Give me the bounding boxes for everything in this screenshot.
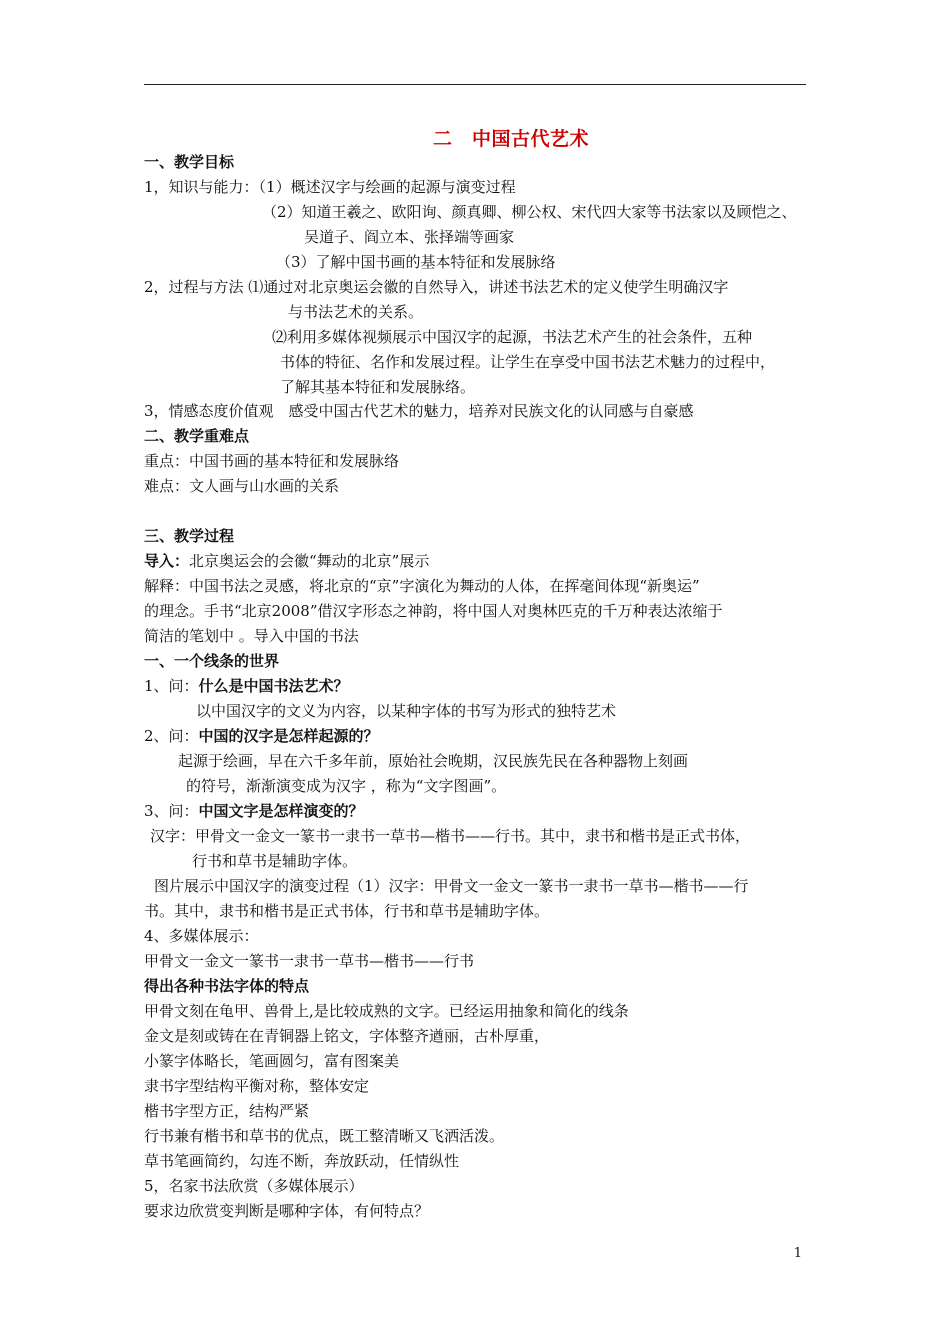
text-line: 草书笔画简约，勾连不断，奔放跃动，任情纵性 [144, 1152, 460, 1170]
text-line: 要求边欣赏变判断是哪种字体，有何特点？ [144, 1202, 430, 1220]
text-line: 的符号，渐渐演变成为汉字 ，称为“文字图画”。 [186, 777, 507, 795]
text-line [144, 726, 379, 746]
section-heading: 二、教学重难点 [144, 427, 250, 445]
line-label: 1、问： [144, 677, 199, 695]
question-text: 中国的汉字是怎样起源的？ [198, 727, 379, 745]
text-line: 楷书字型方正，结构严紧 [144, 1102, 310, 1120]
question-text: 什么是中国书法艺术？ [198, 677, 349, 695]
text-line: 解释：中国书法之灵感，将北京的“京”字演化为舞动的人体，在挥毫间体现“新奥运” [144, 577, 700, 595]
section-heading: 三、教学过程 [144, 527, 235, 545]
line-label: 3、问： [144, 802, 199, 820]
text-line: 了解其基本特征和发展脉络。 [280, 378, 476, 396]
text-line: 4、多媒体展示： [144, 927, 259, 945]
page-title: 二 中国古代艺术 [432, 128, 589, 150]
question-text: 中国文字是怎样演变的？ [198, 802, 364, 820]
text-line: 难点：文人画与山水画的关系 [144, 477, 340, 495]
text-line: 2，过程与方法 ⑴通过对北京奥运会徽的自然导入，讲述书法艺术的定义使学生明确汉字 [144, 278, 729, 296]
text-line: 重点：中国书画的基本特征和发展脉络 [144, 452, 400, 470]
text-line: 隶书字型结构平衡对称，整体安定 [144, 1077, 370, 1095]
text-line: 小篆字体略长，笔画圆匀，富有图案美 [144, 1052, 400, 1070]
text-line: 1，知识与能力：（1）概述汉字与绘画的起源与演变过程 [144, 178, 516, 196]
text-line: （3）了解中国书画的基本特征和发展脉络 [276, 253, 556, 271]
text-line: 书体的特征、名作和发展过程。让学生在享受中国书法艺术魅力的过程中， [280, 353, 776, 371]
text-line: 吴道子、阎立本、张择端等画家 [304, 228, 515, 246]
page-number: 1 [793, 1246, 802, 1261]
section-heading: 一、一个线条的世界 [144, 652, 280, 670]
text-line: 5，名家书法欣赏（多媒体展示） [144, 1177, 364, 1195]
header-rule [144, 84, 806, 85]
text-line: 的理念。手书“北京2008”借汉字形态之神韵，将中国人对奥林匹克的千万种表达浓缩于 [144, 602, 723, 620]
text-line: 简洁的笔划中 。导入中国的书法 [144, 627, 359, 645]
text-line [144, 676, 349, 696]
text-line: 与书法艺术的关系。 [288, 303, 424, 321]
text-line: 甲骨文一金文一篆书一隶书一草书—楷书——行书 [144, 952, 475, 970]
line-label: 2、问： [144, 727, 199, 745]
text-line: 书。其中，隶书和楷书是正式书体，行书和草书是辅助字体。 [144, 902, 550, 920]
text-line: ⑵利用多媒体视频展示中国汉字的起源，书法艺术产生的社会条件，五种 [272, 328, 753, 346]
section-heading: 一、教学目标 [144, 153, 235, 171]
text-line: 图片展示中国汉字的演变过程（1）汉字：甲骨文一金文一篆书一隶书一草书—楷书——行 [154, 877, 749, 895]
text-line: 起源于绘画，早在六千多年前，原始社会晚期，汉民族先民在各种器物上刻画 [178, 752, 689, 770]
text-line: 金文是刻或铸在在青铜器上铭文，字体整齐遒丽，古朴厚重， [144, 1027, 550, 1045]
text-line: 3，情感态度价值观 感受中国古代艺术的魅力，培养对民族文化的认同感与自豪感 [144, 402, 694, 420]
text-line: （2）知道王羲之、欧阳询、颜真卿、柳公权、宋代四大家等书法家以及顾恺之、 [262, 203, 797, 221]
line-label: 导入： [144, 552, 190, 570]
text-line: 甲骨文刻在龟甲、兽骨上,是比较成熟的文字。已经运用抽象和简化的线条 [144, 1002, 629, 1020]
text-line: 行书兼有楷书和草书的优点，既工整清晰又飞洒活泼。 [144, 1127, 505, 1145]
line-text: 北京奥运会的会徽“舞动的北京”展示 [189, 552, 430, 570]
text-line: 汉字：甲骨文一金文一篆书一隶书一草书—楷书——行书。其中，隶书和楷书是正式书体， [150, 827, 751, 845]
text-line [144, 551, 429, 571]
text-line [144, 801, 364, 821]
text-line: 行书和草书是辅助字体。 [192, 852, 358, 870]
section-heading: 得出各种书法字体的特点 [144, 977, 310, 995]
text-line: 以中国汉字的文义为内容，以某种字体的书写为形式的独特艺术 [196, 702, 617, 720]
